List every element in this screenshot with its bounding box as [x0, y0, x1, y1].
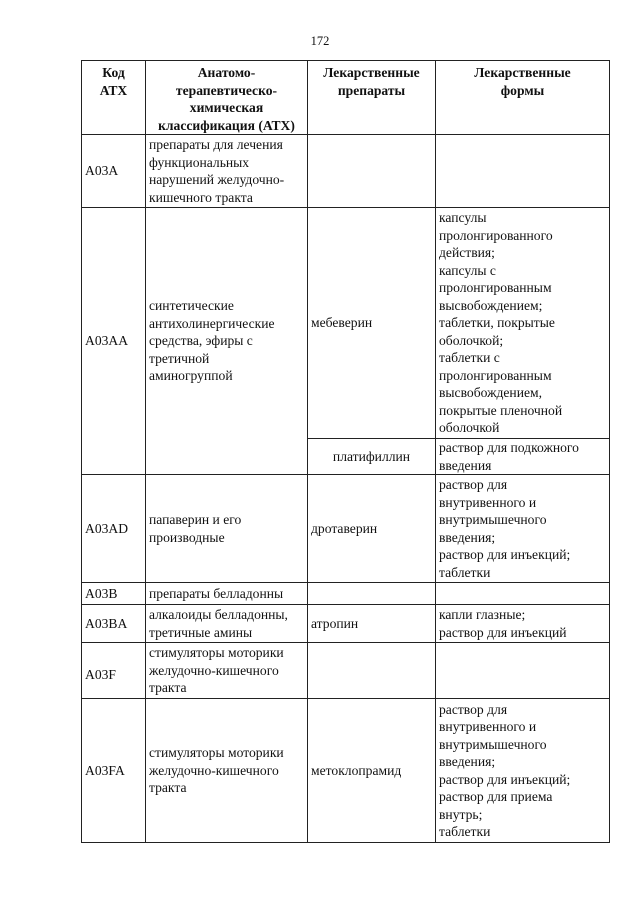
classification-cell: препараты для лечения функциональных нарушений желудочно- кишечного тракта	[146, 135, 308, 208]
classification-cell: папаверин и его производные	[146, 475, 308, 583]
drug-cell: дротаверин	[308, 475, 436, 583]
classification-cell: препараты белладонны	[146, 583, 308, 605]
drug-cell	[308, 643, 436, 699]
header-classification: Анатомо- терапевтическо- химическая классификация (АТХ)	[146, 61, 308, 135]
drug-cell	[308, 135, 436, 208]
forms-cell	[436, 135, 610, 208]
classification-cell: синтетические антихолинергические средства, эфиры с третичной аминогруппой	[146, 208, 308, 475]
forms-cell: капли глазные; раствор для инъекций	[436, 605, 610, 643]
forms-cell	[436, 583, 610, 605]
table-row	[82, 475, 610, 583]
drug-cell	[308, 583, 436, 605]
drug-cell: атропин	[308, 605, 436, 643]
atx-code-cell: A03AA	[82, 208, 146, 475]
classification-cell: стимуляторы моторики желудочно-кишечного тракта	[146, 643, 308, 699]
header-forms: Лекарственные формы	[436, 61, 610, 135]
table-row	[82, 135, 610, 208]
table-row	[82, 208, 610, 439]
forms-cell: капсулы пролонгированного действия; капсулы с пролонгированным высвобождением; таблетки, покрытые оболочкой; таблетки с пролонгированным высвобождением, покрытые пленочной оболочкой	[436, 208, 610, 439]
table-row	[82, 583, 610, 605]
page-number: 172	[310, 34, 330, 48]
table-row	[82, 643, 610, 699]
header-code: Код АТХ	[82, 61, 146, 135]
atx-code-cell: A03BA	[82, 605, 146, 643]
header-drugs: Лекарственные препараты	[308, 61, 436, 135]
atx-code-cell: A03FA	[82, 699, 146, 843]
drug-cell: метоклопрамид	[308, 699, 436, 843]
forms-cell: раствор для внутривенного и внутримышечного введения; раствор для инъекций; раствор для приема внутрь; таблетки	[436, 699, 610, 843]
classification-cell: алкалоиды белладонны, третичные амины	[146, 605, 308, 643]
forms-cell: раствор для подкожного введения	[436, 439, 610, 475]
drug-cell: платифиллин	[308, 439, 436, 475]
forms-cell	[436, 643, 610, 699]
forms-cell: раствор для внутривенного и внутримышечного введения; раствор для инъекций; таблетки	[436, 475, 610, 583]
drug-cell: мебеверин	[308, 208, 436, 439]
table-row	[82, 605, 610, 643]
atx-code-cell: A03F	[82, 643, 146, 699]
classification-cell: стимуляторы моторики желудочно-кишечного тракта	[146, 699, 308, 843]
atx-code-cell: A03A	[82, 135, 146, 208]
table-row	[82, 699, 610, 843]
atx-table	[81, 60, 610, 843]
table-header-row	[82, 61, 610, 135]
atx-code-cell: A03AD	[82, 475, 146, 583]
atx-code-cell: A03B	[82, 583, 146, 605]
